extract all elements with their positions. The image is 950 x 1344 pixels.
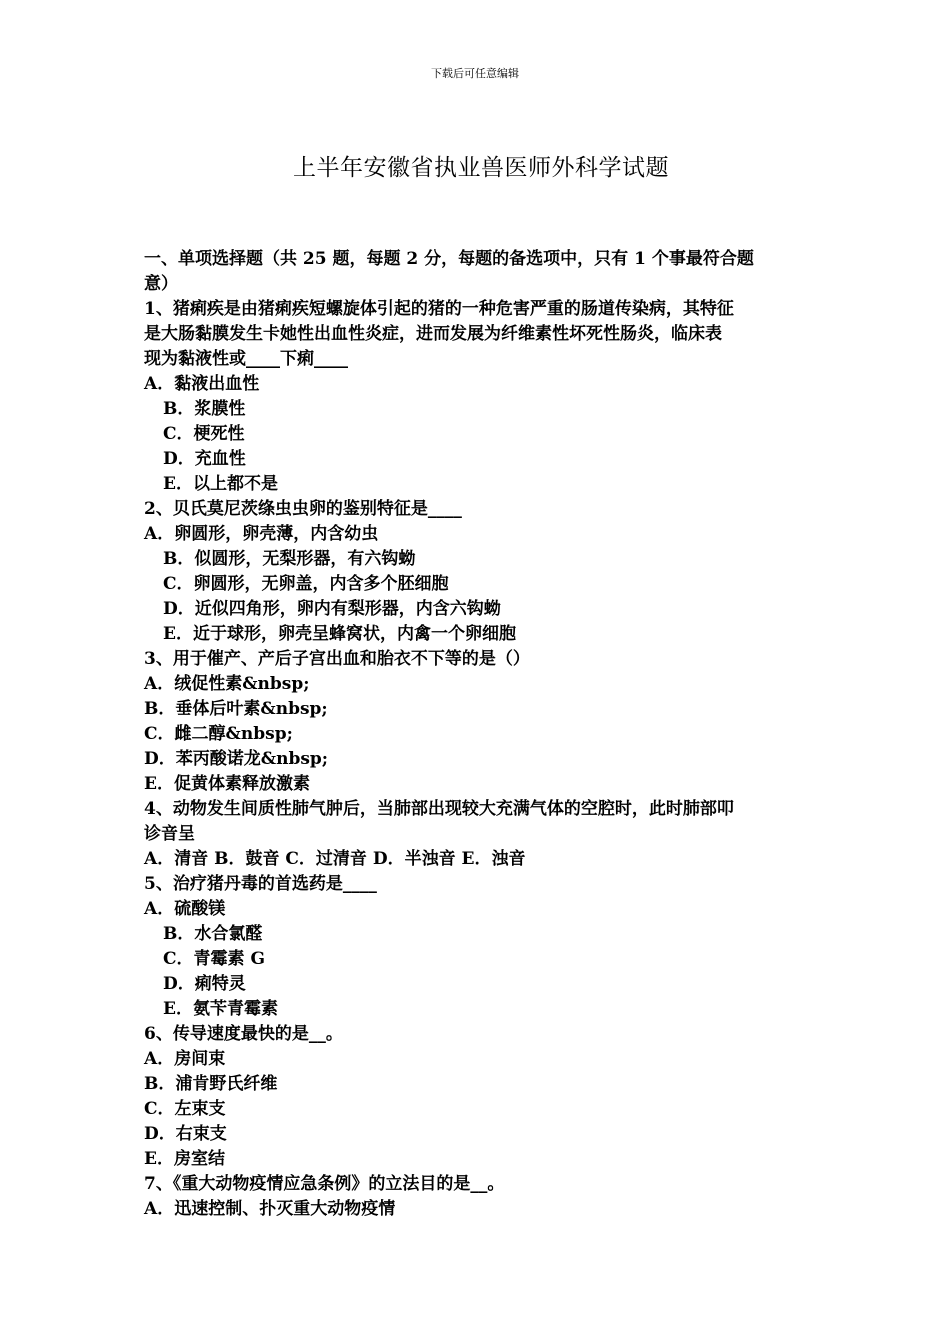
text-line: C．卵圆形，无卵盖，内含多个胚细胞 — [163, 574, 449, 594]
text-line: C．梗死性 — [163, 424, 245, 444]
text-line: B．浆膜性 — [163, 399, 246, 419]
text-line: 诊音呈 — [144, 824, 195, 844]
text-line: E．以上都不是 — [163, 474, 278, 494]
text-line: 一、单项选择题（共 25 题，每题 2 分，每题的备选项中，只有 1 个事最符合题 — [144, 249, 754, 269]
text-line: E．房室结 — [144, 1149, 225, 1169]
text-line: C．左束支 — [144, 1099, 226, 1119]
text-line: D．近似四角形，卵内有梨形器，内含六钩蚴 — [163, 599, 501, 619]
document-title: 上半年安徽省执业兽医师外科学试题 — [293, 155, 669, 181]
question-list — [144, 247, 810, 1222]
text-line: 6、传导速度最快的是__。 — [144, 1024, 343, 1044]
text-line: A．迅速控制、扑灭重大动物疫情 — [144, 1199, 396, 1219]
text-line: 是大肠黏膜发生卡她性出血性炎症，进而发展为纤维素性坏死性肠炎，临床表 — [144, 324, 722, 344]
text-line: A．硫酸镁 — [144, 899, 226, 919]
text-line: C．雌二醇&nbsp; — [144, 724, 293, 744]
text-line: A．黏液出血性 — [144, 374, 260, 394]
text-line: 7、《重大动物疫情应急条例》的立法目的是__。 — [144, 1174, 505, 1194]
text-line: B．垂体后叶素&nbsp; — [144, 699, 328, 719]
text-line: B．浦肯野氏纤维 — [144, 1074, 278, 1094]
text-line: A．房间束 — [144, 1049, 226, 1069]
text-line: 5、治疗猪丹毒的首选药是____ — [144, 874, 377, 894]
text-line: A．绒促性素&nbsp; — [144, 674, 310, 694]
text-line: B．水合氯醛 — [163, 924, 263, 944]
text-line: 3、用于催产、产后子宫出血和胎衣不下等的是（） — [144, 649, 530, 669]
text-line: 1、猪痢疾是由猪痢疾短螺旋体引起的猪的一种危害严重的肠道传染病，其特征 — [144, 299, 734, 319]
text-line: A．卵圆形，卵壳薄，内含幼虫 — [144, 524, 379, 544]
text-line: 意） — [144, 274, 178, 294]
text-line: B．似圆形，无梨形器，有六钩蚴 — [163, 549, 416, 569]
text-line: 2、贝氏莫尼茨绦虫虫卵的鉴别特征是____ — [144, 499, 462, 519]
text-line: C．青霉素 G — [163, 949, 265, 969]
text-line: D．充血性 — [163, 449, 246, 469]
header-note: 下载后可任意编辑 — [431, 67, 519, 80]
text-line: 现为黏液性或____下痢____ — [144, 349, 348, 369]
text-line: E．氨苄青霉素 — [163, 999, 278, 1019]
text-line: E．促黄体素释放激素 — [144, 774, 310, 794]
text-line: A．清音 B．鼓音 C．过清音 D．半浊音 E．浊音 — [144, 849, 526, 869]
text-line: 4、动物发生间质性肺气肿后，当肺部出现较大充满气体的空腔时，此时肺部叩 — [144, 799, 734, 819]
text-line: E．近于球形，卵壳呈蜂窝状，内禽一个卵细胞 — [163, 624, 516, 644]
text-line: D．苯丙酸诺龙&nbsp; — [144, 749, 329, 769]
text-line: D．右束支 — [144, 1124, 227, 1144]
text-line: D．痢特灵 — [163, 974, 246, 994]
